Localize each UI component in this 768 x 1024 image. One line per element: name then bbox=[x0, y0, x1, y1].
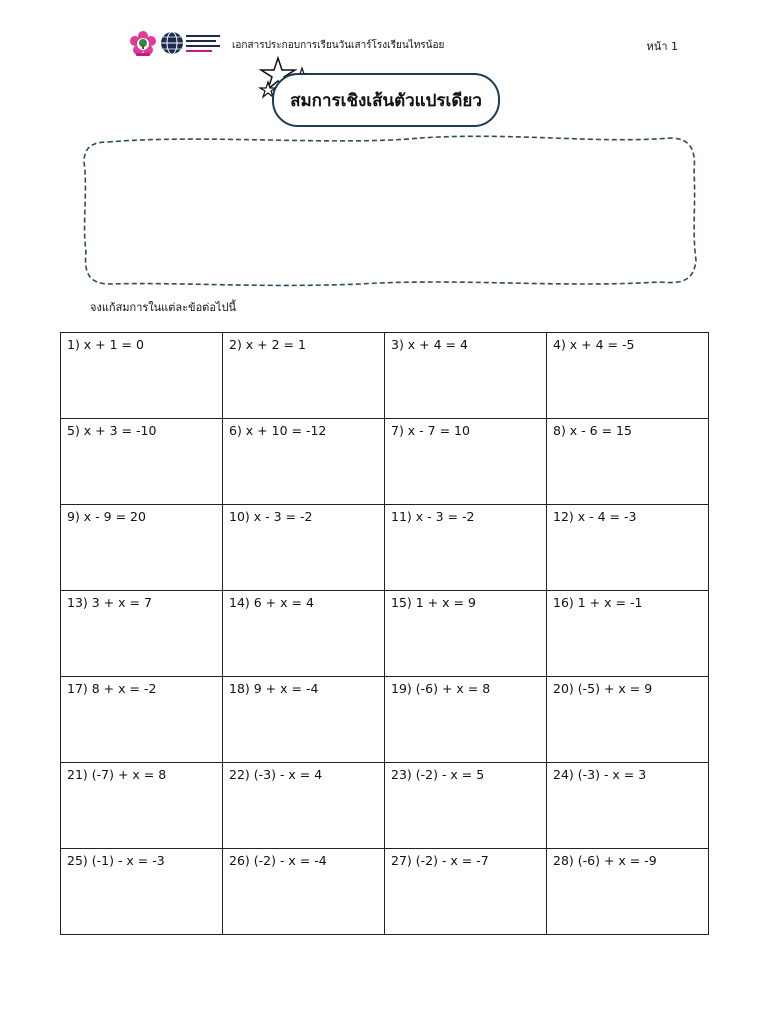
world-class-logo-icon bbox=[160, 30, 222, 56]
table-row bbox=[61, 763, 709, 849]
problem-cell bbox=[385, 677, 547, 763]
problem-cell bbox=[223, 849, 385, 935]
problem-cell bbox=[61, 677, 223, 763]
table-row bbox=[61, 677, 709, 763]
problem-cell bbox=[385, 849, 547, 935]
problem-equation: 22) (-3) - x = 4 bbox=[229, 767, 323, 782]
problem-equation: 13) 3 + x = 7 bbox=[67, 595, 152, 610]
problem-equation: 10) x - 3 = -2 bbox=[229, 509, 313, 524]
problem-equation: 28) (-6) + x = -9 bbox=[553, 853, 657, 868]
problem-cell bbox=[223, 763, 385, 849]
problem-equation: 20) (-5) + x = 9 bbox=[553, 681, 653, 696]
problem-equation: 9) x - 9 = 20 bbox=[67, 509, 146, 524]
instruction-text: จงแก้สมการในแต่ละข้อต่อไปนี้ bbox=[90, 301, 236, 314]
problem-cell bbox=[61, 333, 223, 419]
problem-cell bbox=[223, 333, 385, 419]
problem-equation: 4) x + 4 = -5 bbox=[553, 337, 635, 352]
problem-equation: 12) x - 4 = -3 bbox=[553, 509, 637, 524]
problem-equation: 14) 6 + x = 4 bbox=[229, 595, 314, 610]
problem-cell bbox=[547, 849, 709, 935]
table-row bbox=[61, 591, 709, 677]
answer-note-box bbox=[80, 132, 700, 290]
problem-cell bbox=[547, 677, 709, 763]
problem-cell bbox=[385, 763, 547, 849]
problem-equation: 19) (-6) + x = 8 bbox=[391, 681, 491, 696]
problem-cell bbox=[385, 419, 547, 505]
problem-equation: 7) x - 7 = 10 bbox=[391, 423, 470, 438]
table-row bbox=[61, 333, 709, 419]
problem-equation: 23) (-2) - x = 5 bbox=[391, 767, 485, 782]
page-number: หน้า 1 bbox=[646, 40, 678, 53]
topic-banner bbox=[272, 73, 500, 127]
problem-cell bbox=[223, 591, 385, 677]
document-title: เอกสารประกอบการเรียนวันเสาร์โรงเรียนไทรน้อย bbox=[232, 40, 445, 51]
problem-equation: 16) 1 + x = -1 bbox=[553, 595, 643, 610]
problem-equation: 8) x - 6 = 15 bbox=[553, 423, 632, 438]
problem-equation: 11) x - 3 = -2 bbox=[391, 509, 475, 524]
problem-cell bbox=[61, 419, 223, 505]
problem-cell bbox=[385, 591, 547, 677]
problem-equation: 6) x + 10 = -12 bbox=[229, 423, 327, 438]
problem-cell bbox=[223, 677, 385, 763]
problem-equation: 2) x + 2 = 1 bbox=[229, 337, 306, 352]
problem-equation: 5) x + 3 = -10 bbox=[67, 423, 157, 438]
problem-cell bbox=[547, 505, 709, 591]
problem-equation: 15) 1 + x = 9 bbox=[391, 595, 476, 610]
problem-cell bbox=[547, 419, 709, 505]
problem-cell bbox=[223, 505, 385, 591]
problem-cell bbox=[547, 591, 709, 677]
problem-equation: 18) 9 + x = -4 bbox=[229, 681, 319, 696]
problem-cell bbox=[61, 849, 223, 935]
problem-equation: 3) x + 4 = 4 bbox=[391, 337, 468, 352]
problem-equation: 1) x + 1 = 0 bbox=[67, 337, 144, 352]
page-header bbox=[128, 28, 688, 60]
table-row bbox=[61, 849, 709, 935]
school-flower-logo-icon bbox=[128, 30, 158, 58]
problem-cell bbox=[547, 763, 709, 849]
problem-cell bbox=[61, 505, 223, 591]
problem-cell bbox=[547, 333, 709, 419]
problem-equation: 17) 8 + x = -2 bbox=[67, 681, 157, 696]
problems-table bbox=[60, 332, 709, 935]
table-row bbox=[61, 419, 709, 505]
problem-equation: 21) (-7) + x = 8 bbox=[67, 767, 167, 782]
problem-cell bbox=[223, 419, 385, 505]
problem-cell bbox=[61, 763, 223, 849]
problem-cell bbox=[61, 591, 223, 677]
problem-cell bbox=[385, 505, 547, 591]
topic-title: สมการเชิงเส้นตัวแปรเดียว bbox=[290, 90, 482, 111]
problem-equation: 25) (-1) - x = -3 bbox=[67, 853, 165, 868]
problem-equation: 27) (-2) - x = -7 bbox=[391, 853, 489, 868]
table-row bbox=[61, 505, 709, 591]
problem-equation: 26) (-2) - x = -4 bbox=[229, 853, 327, 868]
problem-equation: 24) (-3) - x = 3 bbox=[553, 767, 647, 782]
problem-cell bbox=[385, 333, 547, 419]
